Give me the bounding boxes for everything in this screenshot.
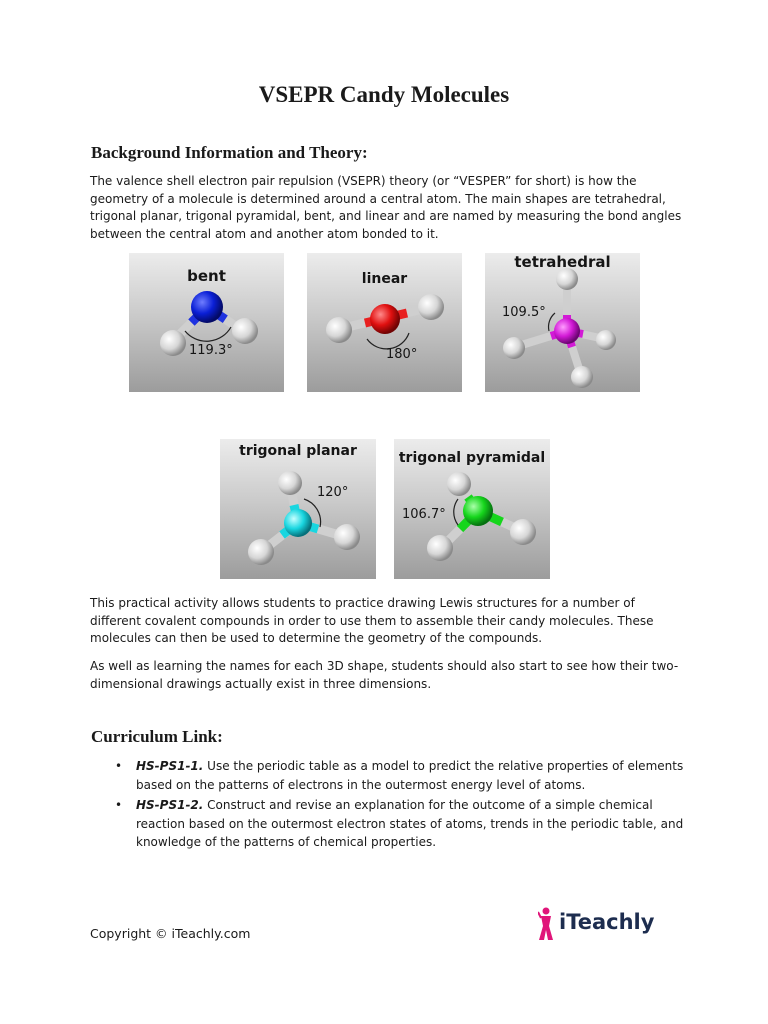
tetrahedral-label: tetrahedral bbox=[514, 253, 611, 271]
background-heading: Background Information and Theory: bbox=[91, 143, 368, 162]
logo-figure-icon bbox=[538, 906, 560, 946]
bent-molecule-image bbox=[129, 253, 284, 392]
logo-text: iTeachly bbox=[559, 910, 655, 934]
iteachly-logo bbox=[538, 906, 668, 946]
activity-paragraph-2: As well as learning the names for each 3D shape, students should also start to see how their two-dimensional drawings actually exist in three dimensions. bbox=[90, 659, 679, 691]
bent-angle: 119.3° bbox=[189, 343, 233, 358]
standard-code: HS-PS1-2. bbox=[136, 798, 204, 812]
standard-text: Construct and revise an explanation for the outcome of a simple chemical reaction based on the outermost electron states of atoms, trends in the periodic table, and knowledge of the patterns of chemical properties. bbox=[136, 798, 684, 849]
curriculum-heading: Curriculum Link: bbox=[91, 727, 223, 746]
linear-angle: 180° bbox=[386, 347, 418, 362]
bullet-icon: • bbox=[115, 759, 123, 773]
page-title: VSEPR Candy Molecules bbox=[258, 82, 510, 107]
trigonal-pyramidal-molecule-image bbox=[394, 439, 550, 579]
bullet-icon: • bbox=[115, 798, 123, 812]
linear-molecule-image bbox=[307, 253, 462, 392]
activity-paragraph-1: This practical activity allows students to practice drawing Lewis structures for a number of different covalent compounds in order to use them to assemble their candy molecules. These molecules can then be used to determine the geometry of the compounds. bbox=[90, 596, 654, 645]
background-paragraph: The valence shell electron pair repulsion (VSEPR) theory (or “VESPER” for short) is how the geometry of a molecule is determined around a central atom. The main shapes are tetrahedral, trigonal planar, trigonal pyramidal, bent, and linear and are named by measuring the bond angles between the central atom and another atom bonded to it. bbox=[90, 174, 682, 241]
tetrahedral-angle: 109.5° bbox=[502, 305, 546, 320]
standard-text: Use the periodic table as a model to predict the relative properties of elements based on the patterns of electrons in the outermost energy level of atoms. bbox=[136, 759, 684, 792]
copyright-text: Copyright © iTeachly.com bbox=[90, 926, 251, 941]
trigonal-pyramidal-label: trigonal pyramidal bbox=[398, 450, 546, 466]
linear-label: linear bbox=[361, 271, 408, 287]
tetrahedral-molecule-image bbox=[485, 253, 640, 392]
curriculum-item bbox=[90, 757, 690, 794]
trigonal-planar-label: trigonal planar bbox=[239, 443, 357, 459]
trigonal-planar-angle: 120° bbox=[317, 485, 349, 500]
trigonal-planar-molecule-image bbox=[220, 439, 376, 579]
bent-label: bent bbox=[187, 267, 226, 285]
trigonal-pyramidal-angle: 106.7° bbox=[402, 507, 446, 522]
standard-code: HS-PS1-1. bbox=[136, 759, 204, 773]
curriculum-item bbox=[90, 796, 690, 852]
curriculum-list bbox=[90, 757, 690, 854]
